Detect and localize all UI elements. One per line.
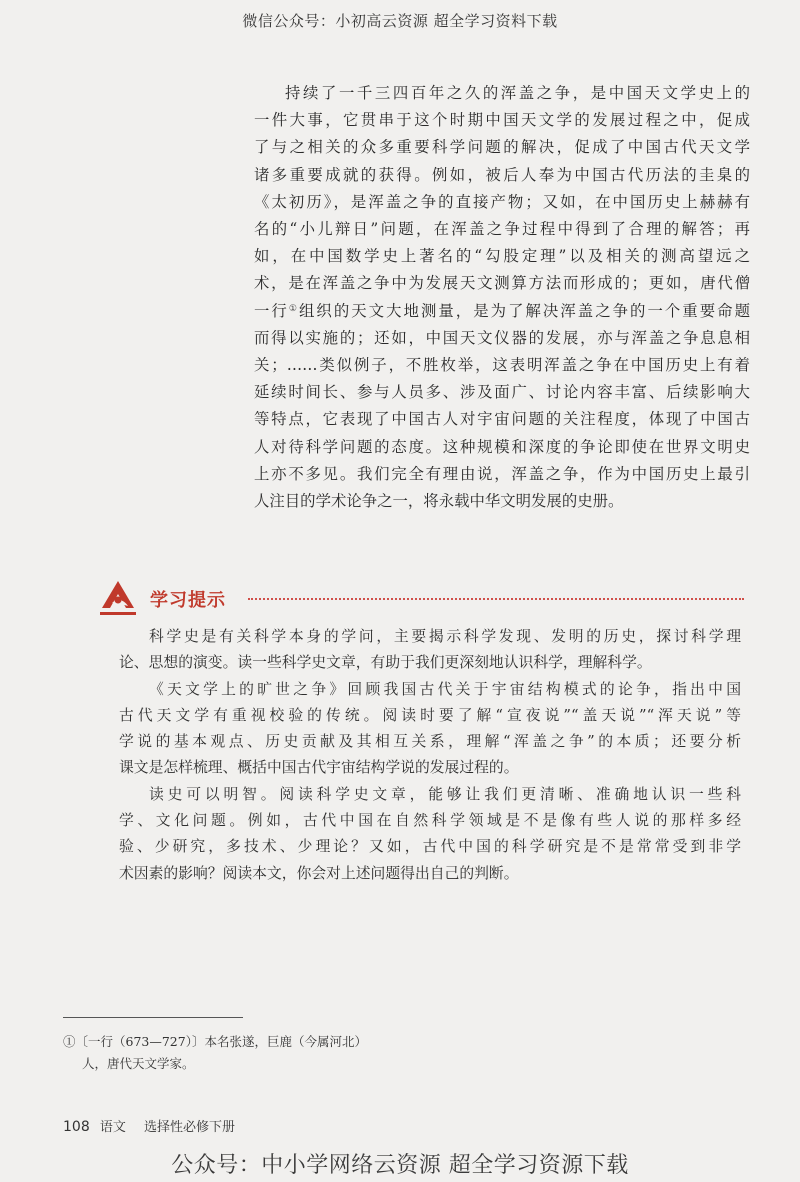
footnote-line: 人，唐代天文学家。 (82, 1056, 195, 1071)
main-text-line: 人对待科学问题的态度。这种规模和深度的争论即使在世界文明史 (254, 437, 750, 456)
footer-watermark: 公众号：中小学网络云资源 超全学习资源下载 (171, 1153, 629, 1178)
main-text-segment: 组织的天文大地测量，是为了解决浑盖之争的一个重要命题 (298, 301, 750, 320)
subject-label: 语文 (99, 1120, 126, 1135)
footnote-line: ①〔一行（673—727）〕本名张遂，巨鹿（今属河北） (63, 1034, 367, 1049)
study-tips-header (98, 578, 746, 618)
tips-text-line: 学、文化问题。例如，古代中国在自然科学领域是不是像有些人说的那样多经 (119, 812, 741, 830)
main-text-line: 等特点，它表现了中国古人对宇宙问题的关注程度，体现了中国古 (254, 410, 750, 429)
main-text-line: 关；……类似例子，不胜枚举，这表明浑盖之争在中国历史上有着 (254, 356, 750, 375)
tips-text-line: 术因素的影响？阅读本文，你会对上述问题得出自己的判断。 (119, 864, 519, 882)
main-text-line: 延续时间长、参与人员多、涉及面广、讨论内容丰富、后续影响大 (254, 383, 750, 402)
main-text-block (254, 80, 750, 515)
tips-text-line: 课文是怎样梳理、概括中国古代宇宙结构学说的发展过程的。 (119, 759, 519, 777)
main-text-line: 《太初历》，是浑盖之争的直接产物；又如，在中国历史上赫赫有 (254, 192, 750, 211)
tips-text-line: 古代天文学有重视校验的传统。阅读时要了解“宣夜说”“盖天说”“浑天说”等 (119, 706, 741, 724)
main-text-line: 上亦不多见。我们完全有理由说，浑盖之争，作为中国历史上最引 (254, 464, 750, 483)
page-footer (63, 1116, 235, 1135)
tips-text-line: 学说的基本观点、历史贡献及其相互关系，理解“浑盖之争”的本质；还要分析 (119, 733, 741, 751)
main-text-line: 如，在中国数学史上著名的“勾股定理”以及相关的测高望远之 (254, 247, 750, 266)
main-text-line: 人注目的学术论争之一，将永载中华文明发展的史册。 (254, 492, 624, 511)
main-text-line: 持续了一千三四百年之久的浑盖之争，是中国天文学史上的 (285, 84, 750, 102)
page-number: 108 (63, 1119, 90, 1135)
study-tips-icon (98, 578, 138, 618)
tips-text-line: 《天文学上的旷世之争》回顾我国古代关于宇宙结构模式的论争，指出中国 (149, 680, 741, 698)
main-text-line: 诸多重要成就的获得。例如，被后人奉为中国古代历法的圭臬的 (254, 165, 750, 184)
tips-text-line: 论、思想的演变。读一些科学史文章，有助于我们更深刻地认识科学，理解科学。 (119, 654, 652, 672)
footnote-divider (63, 1017, 243, 1018)
main-text-segment: 一行 (254, 301, 289, 320)
dotted-divider (248, 598, 744, 600)
book-title: 选择性必修下册 (144, 1120, 236, 1135)
main-text-line: 而得以实施的；还如，中国天文仪器的发展，亦与浑盖之争息息相 (254, 328, 750, 347)
tips-text-line: 读史可以明智。阅读科学史文章，能够让我们更清晰、准确地认识一些科 (149, 785, 741, 803)
study-tips-text (119, 624, 741, 887)
main-text-line: 名的“小儿辩日”问题，在浑盖之争过程中得到了合理的解答；再 (254, 220, 750, 239)
main-text-line: 一件大事，它贯串于这个时期中国天文学的发展过程之中，促成 (254, 111, 750, 130)
tips-text-line: 科学史是有关科学本身的学问，主要揭示科学发现、发明的历史，探讨科学理 (149, 628, 741, 645)
main-text-line: 术，是在浑盖之争中为发展天文测算方法而形成的；更如，唐代僧 (254, 274, 750, 293)
study-tips-title: 学习提示 (150, 590, 226, 611)
tips-text-line: 验、少研究，多技术、少理论？又如，古代中国的科学研究是不是常常受到非学 (119, 838, 741, 856)
footnote (63, 1031, 367, 1075)
header-watermark: 微信公众号：小初高云资源 超全学习资料下载 (242, 12, 558, 30)
main-text-line (254, 298, 750, 325)
main-text-line: 了与之相关的众多重要科学问题的解决，促成了中国古代天文学 (254, 138, 750, 157)
footnote-reference: ① (288, 303, 299, 314)
